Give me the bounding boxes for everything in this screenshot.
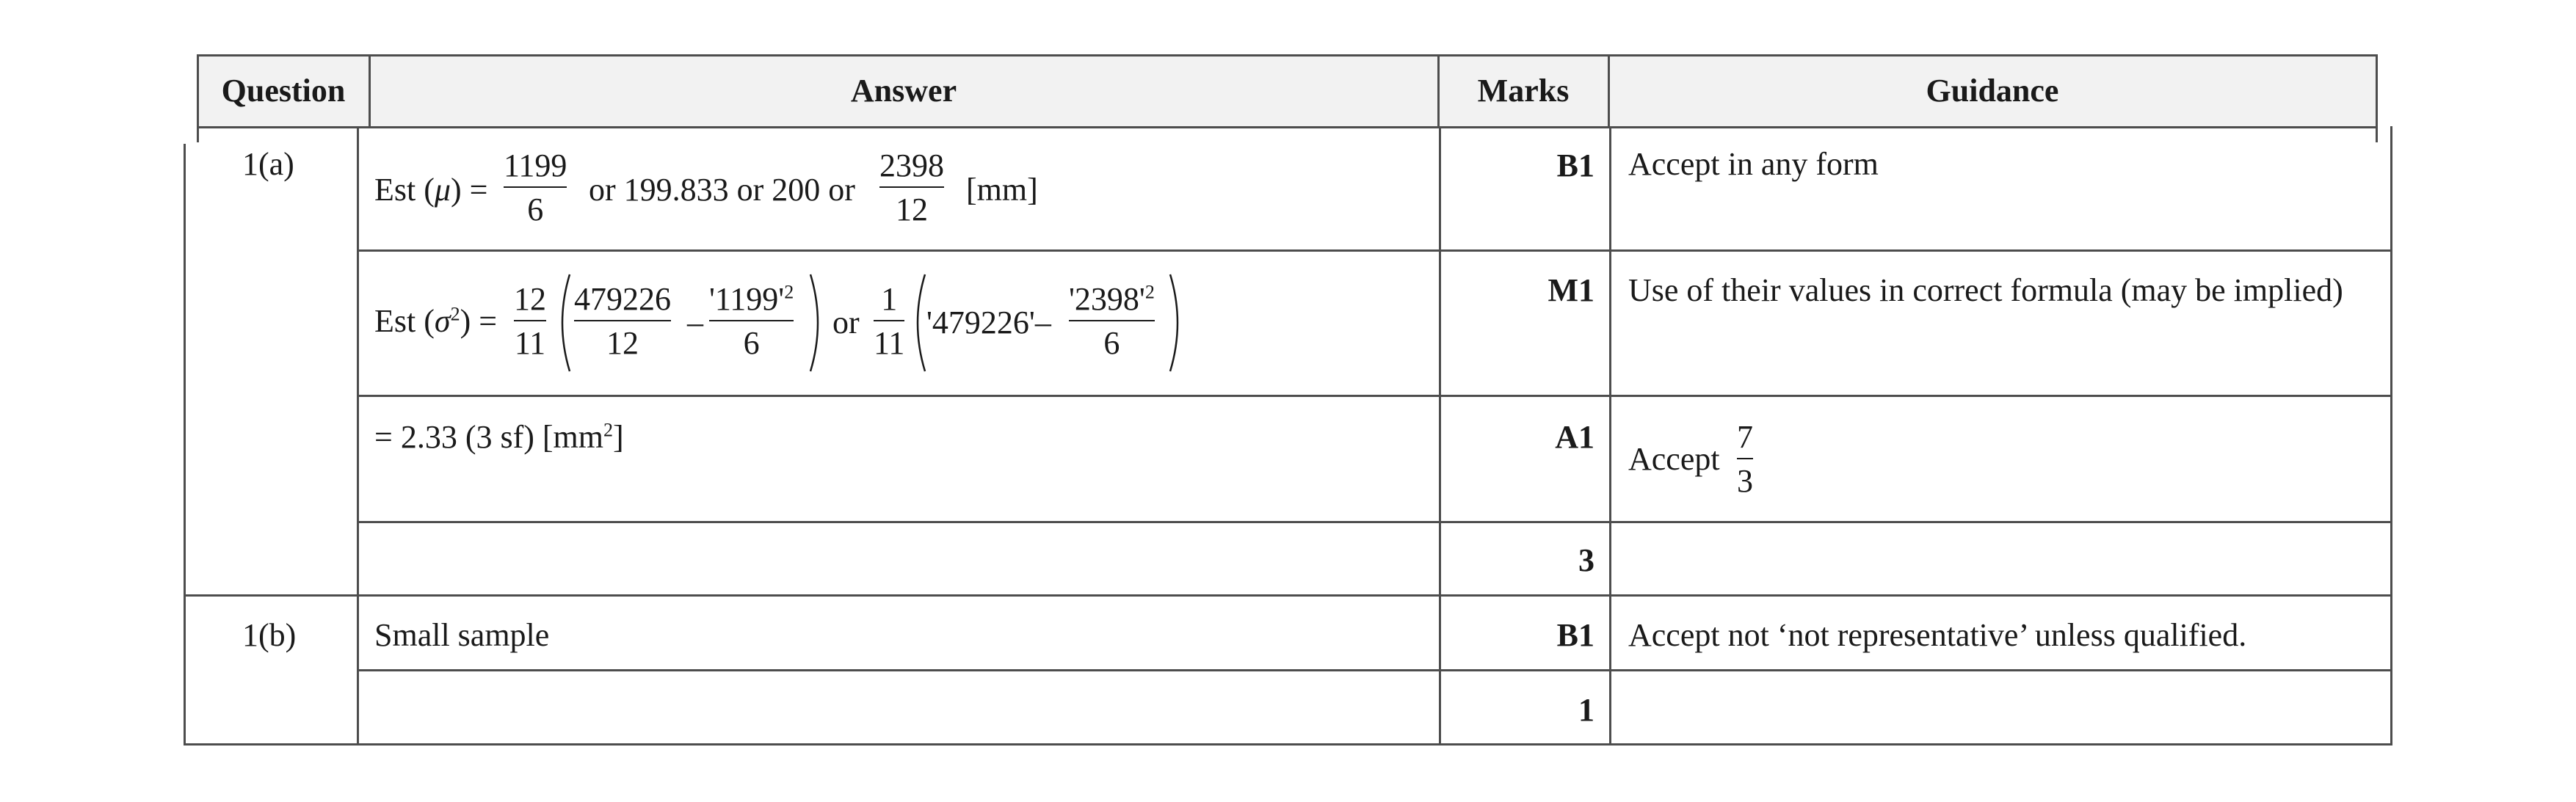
- numerator: 7: [1737, 419, 1753, 455]
- mark-a1: A1: [1555, 419, 1594, 455]
- fraction-2398-over-12: [879, 147, 944, 227]
- header-bottom-rule: [197, 126, 2377, 128]
- header-guidance: Guidance: [1926, 73, 2059, 109]
- right-parenthesis: [1167, 273, 1188, 373]
- row-rule: [357, 521, 2392, 523]
- or-text: or: [832, 305, 860, 340]
- table-bottom-rule: [184, 743, 2392, 746]
- mark-b1: B1: [1556, 147, 1594, 183]
- guidance-row1: Accept in any form: [1628, 146, 1879, 182]
- denominator: 3: [1737, 463, 1753, 499]
- total-marks-1b: 1: [1578, 692, 1594, 728]
- denominator: 6: [1103, 325, 1120, 361]
- fraction-1199-over-6: [504, 147, 567, 227]
- row-rule: [357, 395, 2392, 397]
- fraction-12-over-11: [514, 283, 546, 360]
- numerator: 1199: [504, 147, 567, 183]
- fraction-bar: [1737, 458, 1753, 459]
- denominator: 11: [514, 325, 546, 361]
- guidance-row2: Use of their values in correct formula (may be implied): [1628, 272, 2343, 308]
- left-parenthesis: [552, 273, 573, 373]
- left-parenthesis: [907, 273, 928, 373]
- fraction-bar: [709, 320, 794, 321]
- fraction-bar: [504, 186, 567, 188]
- squared: 2: [450, 303, 460, 325]
- sigma-symbol: σ: [434, 303, 451, 339]
- unit-mm: [mm]: [966, 172, 1038, 208]
- column-divider-question: [357, 126, 359, 746]
- fraction-7-over-3: [1737, 421, 1753, 497]
- numerator: '$2398'^2$: [1069, 281, 1155, 317]
- fraction-2398-squared-over-6: [1069, 283, 1155, 360]
- est-label: Est (: [374, 172, 435, 208]
- answer-result: [374, 421, 624, 453]
- header-answer: Answer: [850, 73, 957, 109]
- fraction-bar: [1069, 320, 1155, 321]
- mu-symbol: μ: [434, 172, 451, 208]
- numerator: '$1199'^2$: [709, 281, 794, 317]
- numerator: 1: [881, 281, 898, 317]
- fraction-bar: [574, 320, 671, 321]
- fraction-1199-squared-over-6: [709, 283, 794, 360]
- answer-est-mu-prefix: [374, 174, 487, 206]
- fraction-bar: [879, 186, 944, 188]
- header-question: Question: [221, 73, 346, 109]
- denominator: 12: [606, 325, 639, 361]
- guidance-accept-label: Accept: [1628, 441, 1720, 477]
- denominator: 6: [743, 325, 760, 361]
- row-rule: [357, 669, 2392, 671]
- term-479226: '479226'–: [926, 305, 1051, 340]
- fraction-479226-over-12: [574, 283, 671, 360]
- header-border: [2376, 54, 2378, 142]
- denominator: 11: [874, 325, 905, 361]
- row-rule: [184, 594, 2392, 597]
- denominator: 12: [896, 192, 928, 227]
- total-marks-1a: 3: [1578, 542, 1594, 578]
- squared: 2: [603, 419, 613, 441]
- answer-alternatives: or 199.833 or 200 or: [589, 172, 855, 208]
- equals: ) =: [450, 172, 488, 208]
- squared: 2: [784, 281, 794, 303]
- squared: 2: [1144, 281, 1155, 303]
- fraction-bar: [874, 320, 904, 321]
- column-divider-answer: [1439, 126, 1441, 746]
- est-label: Est (: [374, 303, 435, 339]
- table-border-right: [2390, 126, 2392, 746]
- guidance-1b: Accept not ‘not representative’ unless qualified.: [1628, 617, 2247, 653]
- column-divider-marks: [1609, 126, 1611, 746]
- bracket-close: ]: [613, 419, 624, 455]
- equals: ) =: [460, 303, 498, 339]
- right-parenthesis: [808, 273, 828, 373]
- numerator: 479226: [574, 281, 671, 317]
- fraction-1-over-11: [874, 283, 904, 360]
- table-border-left: [184, 144, 186, 746]
- numerator: 12: [514, 281, 546, 317]
- result-text: = 2.33 (3 sf) [mm: [374, 419, 603, 455]
- answer-small-sample: Small sample: [374, 617, 550, 653]
- question-label-1b: 1(b): [242, 617, 297, 653]
- mark-m1: M1: [1548, 272, 1594, 308]
- numerator: 2398: [879, 147, 944, 183]
- fraction-bar: [514, 320, 546, 321]
- mark-b1-1b: B1: [1556, 617, 1594, 653]
- question-label-1a: 1(a): [242, 146, 294, 182]
- minus-sign: –: [687, 305, 703, 340]
- denominator: 6: [527, 192, 544, 227]
- answer-est-sigma-prefix: [374, 305, 497, 338]
- header-marks: Marks: [1477, 73, 1570, 109]
- row-rule: [357, 249, 2392, 252]
